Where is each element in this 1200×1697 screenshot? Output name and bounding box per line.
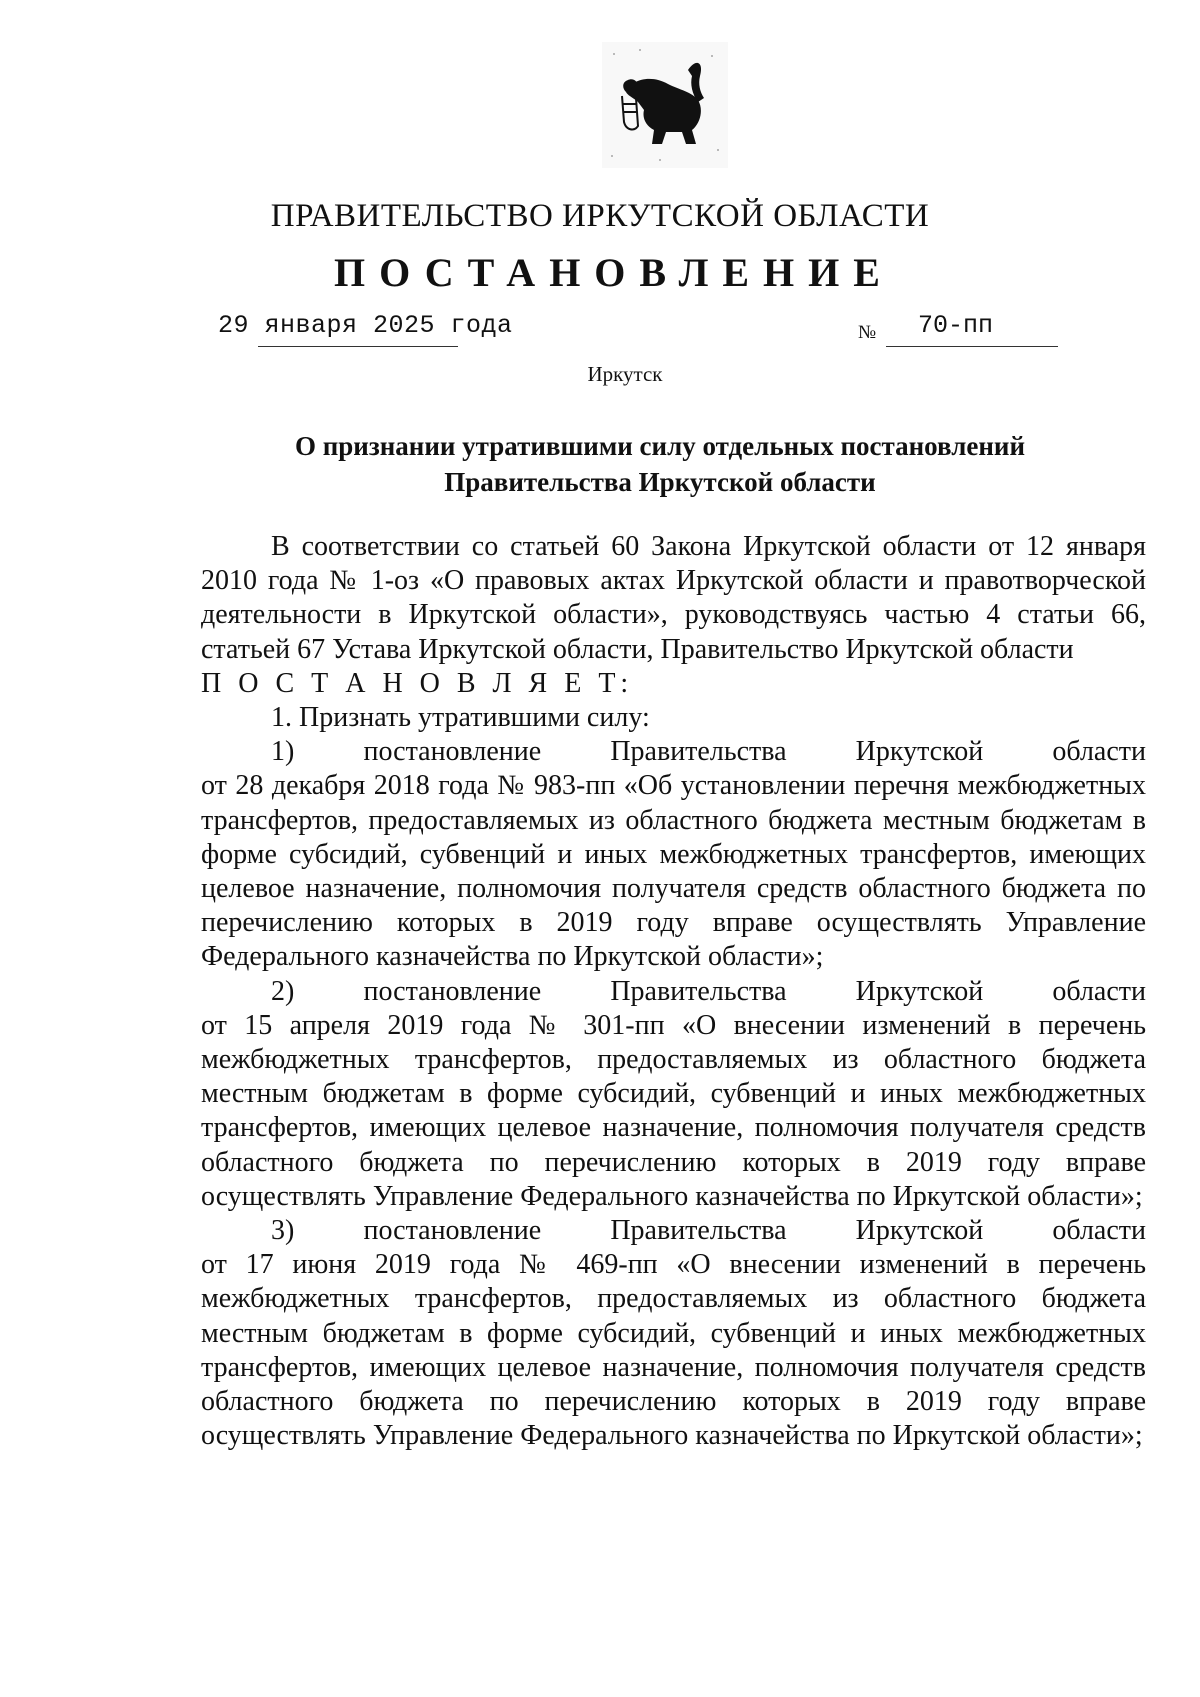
point-1: 1. Признать утратившими силу: (271, 702, 650, 734)
item-word: Правительства (610, 1215, 787, 1247)
document-date: 29 января 2025 года (218, 311, 513, 340)
title-line-1: О признании утратившими силу отдельных постановлений (294, 431, 1026, 461)
item-word: Правительства (610, 736, 787, 768)
item-word: постановление (363, 1215, 542, 1247)
title-line-2: Правительства Иркутской области (444, 467, 876, 497)
document-title (200, 428, 1120, 500)
city-name: Иркутск (587, 362, 663, 386)
item-first-line (201, 1214, 1146, 1248)
item-text: от 17 июня 2019 года № 469-пп «О внесении изменений в перечень межбюджетных трансфертов, предоставляемых из областного бюджета местным бюджетам в форме субсидий, субвенций и иных межбюджетных трансфертов, имеющих целевое назначение, полномочия получателя средств областного бюджета по перечислению которых в 2019 году вправе осуществлять Управление Федерального казначейства по Иркутской области»; (201, 1249, 1146, 1452)
document-number: 70-пп (918, 311, 994, 340)
item-word: области (1052, 736, 1146, 768)
item-word: Иркутской (855, 736, 984, 768)
document-body (201, 530, 1146, 1453)
item-text: от 28 декабря 2018 года № 983-пп «Об установлении перечня межбюджетных трансфертов, предоставляемых из областного бюджета местным бюджетам в форме субсидий, субвенций и иных межбюджетных трансфертов, имеющих целевое назначение, полномочия получателя средств областного бюджета по перечислению которых в 2019 году вправе осуществлять Управление Федерального казначейства по Иркутской области»; (201, 770, 1146, 973)
decree-word: П О С Т А Н О В Л Я Е Т: (201, 667, 634, 699)
item-number: 2) (271, 975, 295, 1007)
list-item (201, 1214, 1146, 1453)
item-word: Иркутской (855, 1215, 984, 1247)
preamble-paragraph: В соответствии со статьей 60 Закона Иркутской области от 12 января 2010 года № 1-оз «О правовых актах Иркутской области и правотворческой деятельности в Иркутской области», руководствуясь частью 4 статьи 66, статьей 67 Устава Иркутской области, Правительство Иркутской области (201, 531, 1146, 665)
item-word: постановление (363, 975, 542, 1007)
irkutsk-babr-emblem-icon (600, 40, 730, 170)
item-number: 1) (271, 736, 295, 768)
item-first-line (201, 735, 1146, 769)
document-type: ПОСТАНОВЛЕНИЕ (334, 250, 894, 295)
government-name: ПРАВИТЕЛЬСТВО ИРКУТСКОЙ ОБЛАСТИ (270, 198, 930, 234)
item-word: области (1052, 1215, 1146, 1247)
item-first-line (201, 975, 1146, 1009)
date-underline (258, 346, 458, 347)
item-word: постановление (363, 736, 542, 768)
item-word: Иркутской (855, 975, 984, 1007)
number-label: № (858, 322, 877, 343)
list-item (201, 735, 1146, 974)
number-underline (886, 346, 1058, 347)
item-number: 3) (271, 1215, 295, 1247)
list-item (201, 975, 1146, 1214)
item-text: от 15 апреля 2019 года № 301-пп «О внесении изменений в перечень межбюджетных трансфертов, предоставляемых из областного бюджета местным бюджетам в форме субсидий, субвенций и иных межбюджетных трансфертов, имеющих целевое назначение, полномочия получателя средств областного бюджета по перечислению которых в 2019 году вправе осуществлять Управление Федерального казначейства по Иркутской области»; (201, 1009, 1146, 1212)
item-word: Правительства (610, 975, 787, 1007)
item-word: области (1052, 975, 1146, 1007)
